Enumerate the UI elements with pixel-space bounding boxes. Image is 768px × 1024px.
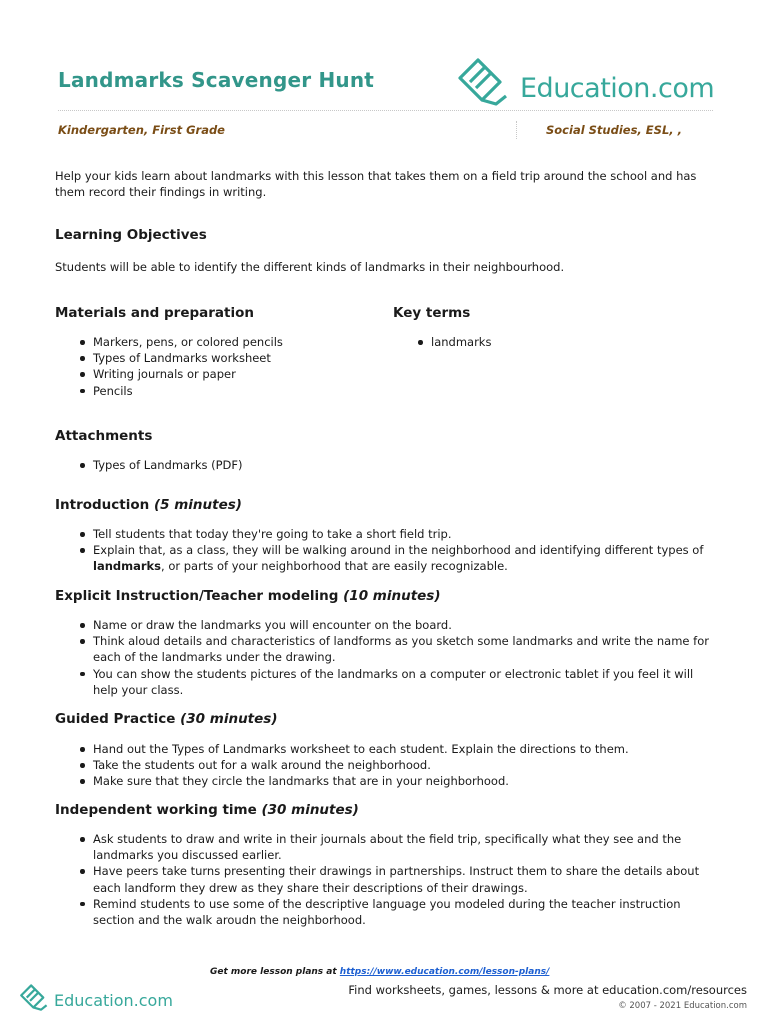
footer-resources: Find worksheets, games, lessons & more at education.com/resources — [348, 983, 747, 997]
materials-heading: Materials and preparation — [55, 305, 254, 321]
learning-objectives-text: Students will be able to identify the different kinds of landmarks in their neighbourhood. — [55, 260, 565, 274]
guided-practice-list — [55, 741, 720, 790]
independent-working-list — [55, 831, 720, 928]
explicit-instruction-list — [55, 617, 720, 698]
footer-logo[interactable] — [19, 982, 173, 1012]
header-divider — [58, 110, 713, 111]
subjects: Social Studies, ESL, , — [546, 123, 683, 137]
list-item: You can show the students pictures of the landmarks on a computer or electronic tablet if you feel it will help your class. — [55, 666, 720, 698]
list-item: Markers, pens, or colored pencils — [55, 334, 375, 350]
list-item: landmarks — [393, 334, 713, 350]
list-item: Types of Landmarks worksheet — [55, 350, 375, 366]
list-item: Writing journals or paper — [55, 366, 375, 382]
introduction-heading: Introduction (5 minutes) — [55, 497, 242, 513]
intro-paragraph: Help your kids learn about landmarks with this lesson that takes them on a field trip around the school and has them record their findings in writing. — [55, 169, 697, 199]
footer-more-plans: Get more lesson plans at https://www.education.com/lesson-plans/ — [210, 967, 550, 977]
list-item: Pencils — [55, 383, 375, 399]
footer-copyright: © 2007 - 2021 Education.com — [618, 1001, 747, 1011]
explicit-instruction-heading: Explicit Instruction/Teacher modeling (10 minutes) — [55, 588, 441, 604]
list-item: Hand out the Types of Landmarks worksheet to each student. Explain the directions to them. — [55, 741, 720, 757]
independent-working-heading: Independent working time (30 minutes) — [55, 802, 359, 818]
list-item: Tell students that today they're going to take a short field trip. — [55, 526, 720, 542]
key-terms-list — [393, 334, 713, 350]
grade-levels: Kindergarten, First Grade — [58, 123, 225, 137]
attachments-list — [55, 457, 720, 473]
key-terms-heading: Key terms — [393, 305, 471, 321]
list-item: Make sure that they circle the landmarks that are in your neighborhood. — [55, 773, 720, 789]
education-logo-text: Education.com — [520, 72, 715, 104]
list-item: Explain that, as a class, they will be walking around in the neighborhood and identifying different types of landmarks, or parts of your neighborhood that are easily recognizable. — [55, 542, 720, 574]
footer-logo-text: Education.com — [54, 990, 173, 1010]
page-title: Landmarks Scavenger Hunt — [58, 68, 375, 92]
list-item: Name or draw the landmarks you will encounter on the board. — [55, 617, 720, 633]
attachment-link[interactable]: Types of Landmarks (PDF) — [55, 457, 720, 473]
list-item: Ask students to draw and write in their journals about the field trip, specifically what they see and the landmarks you discussed earlier. — [55, 831, 720, 863]
list-item: Have peers take turns presenting their drawings in partnerships. Instruct them to share the details about each landform they drew as they share their descriptions of their drawings. — [55, 863, 720, 895]
learning-objectives-heading: Learning Objectives — [55, 227, 207, 243]
education-logo[interactable] — [456, 56, 714, 106]
list-item: Think aloud details and characteristics of landforms as you sketch some landmarks and write the name for each of the landmarks under the drawing. — [55, 633, 720, 665]
introduction-list — [55, 526, 720, 575]
list-item: Remind students to use some of the descriptive language you modeled during the teacher instruction section and the walk aroudn the neighborhood. — [55, 896, 720, 928]
guided-practice-heading: Guided Practice (30 minutes) — [55, 711, 278, 727]
education-logo-icon — [19, 982, 51, 1012]
lesson-plans-link[interactable]: https://www.education.com/lesson-plans/ — [339, 967, 550, 977]
attachments-heading: Attachments — [55, 428, 153, 444]
materials-list — [55, 334, 375, 399]
header-vertical-divider — [516, 121, 517, 139]
list-item: Take the students out for a walk around the neighborhood. — [55, 757, 720, 773]
education-logo-icon — [456, 56, 514, 106]
